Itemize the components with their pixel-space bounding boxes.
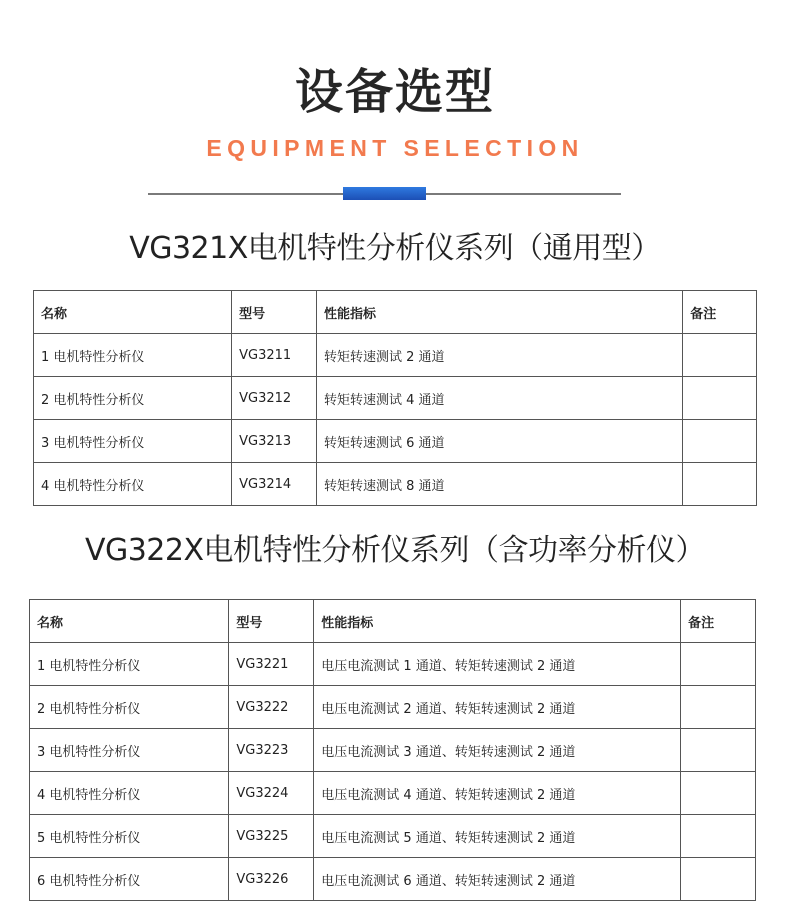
- page-subtitle: EQUIPMENT SELECTION: [206, 135, 584, 161]
- title-divider-accent: [343, 187, 426, 200]
- table-header-row: [30, 600, 756, 643]
- table-row: [34, 420, 757, 463]
- cell-performance: 电压电流测试 3 通道、转矩转速测试 2 通道: [314, 729, 681, 772]
- cell-model: VG3221: [229, 643, 314, 686]
- cell-performance: 转矩转速测试 6 通道: [316, 420, 682, 463]
- column-header-name: 名称: [34, 291, 232, 334]
- table-row: [30, 815, 756, 858]
- cell-note: [681, 686, 756, 729]
- spec-table-vg321x: [33, 290, 757, 506]
- table-row: [30, 858, 756, 901]
- cell-name: 3 电机特性分析仪: [34, 420, 232, 463]
- cell-note: [683, 420, 757, 463]
- cell-model: VG3214: [232, 463, 317, 506]
- cell-name: 2 电机特性分析仪: [34, 377, 232, 420]
- cell-name: 4 电机特性分析仪: [34, 463, 232, 506]
- table-row: [30, 686, 756, 729]
- cell-name: 4 电机特性分析仪: [30, 772, 229, 815]
- cell-note: [683, 334, 757, 377]
- cell-name: 1 电机特性分析仪: [34, 334, 232, 377]
- table-row: [30, 729, 756, 772]
- column-header-performance: 性能指标: [314, 600, 681, 643]
- cell-note: [681, 772, 756, 815]
- cell-name: 3 电机特性分析仪: [30, 729, 229, 772]
- column-header-note: 备注: [683, 291, 757, 334]
- table-row: [34, 463, 757, 506]
- page-title: 设备选型: [294, 64, 495, 120]
- cell-performance: 电压电流测试 6 通道、转矩转速测试 2 通道: [314, 858, 681, 901]
- cell-performance: 电压电流测试 4 通道、转矩转速测试 2 通道: [314, 772, 681, 815]
- cell-name: 2 电机特性分析仪: [30, 686, 229, 729]
- cell-performance: 转矩转速测试 2 通道: [316, 334, 682, 377]
- cell-performance: 电压电流测试 5 通道、转矩转速测试 2 通道: [314, 815, 681, 858]
- section-title-vg321x: VG321X电机特性分析仪系列（通用型）: [129, 231, 661, 266]
- cell-model: VG3213: [232, 420, 317, 463]
- cell-note: [681, 815, 756, 858]
- cell-note: [683, 463, 757, 506]
- cell-model: VG3212: [232, 377, 317, 420]
- cell-performance: 转矩转速测试 4 通道: [316, 377, 682, 420]
- table-header-row: [34, 291, 757, 334]
- column-header-performance: 性能指标: [316, 291, 682, 334]
- cell-name: 6 电机特性分析仪: [30, 858, 229, 901]
- cell-performance: 电压电流测试 2 通道、转矩转速测试 2 通道: [314, 686, 681, 729]
- cell-note: [681, 729, 756, 772]
- cell-note: [683, 377, 757, 420]
- section-title-vg322x: VG322X电机特性分析仪系列（含功率分析仪）: [84, 533, 706, 568]
- cell-performance: 转矩转速测试 8 通道: [316, 463, 682, 506]
- cell-model: VG3225: [229, 815, 314, 858]
- cell-model: VG3211: [232, 334, 317, 377]
- cell-model: VG3224: [229, 772, 314, 815]
- cell-model: VG3226: [229, 858, 314, 901]
- table-row: [34, 377, 757, 420]
- column-header-model: 型号: [229, 600, 314, 643]
- cell-note: [681, 858, 756, 901]
- column-header-name: 名称: [30, 600, 229, 643]
- cell-performance: 电压电流测试 1 通道、转矩转速测试 2 通道: [314, 643, 681, 686]
- cell-model: VG3223: [229, 729, 314, 772]
- cell-name: 1 电机特性分析仪: [30, 643, 229, 686]
- spec-table-vg322x: [29, 599, 756, 901]
- column-header-model: 型号: [232, 291, 317, 334]
- column-header-note: 备注: [681, 600, 756, 643]
- table-row: [30, 643, 756, 686]
- table-row: [34, 334, 757, 377]
- table-row: [30, 772, 756, 815]
- cell-note: [681, 643, 756, 686]
- cell-name: 5 电机特性分析仪: [30, 815, 229, 858]
- cell-model: VG3222: [229, 686, 314, 729]
